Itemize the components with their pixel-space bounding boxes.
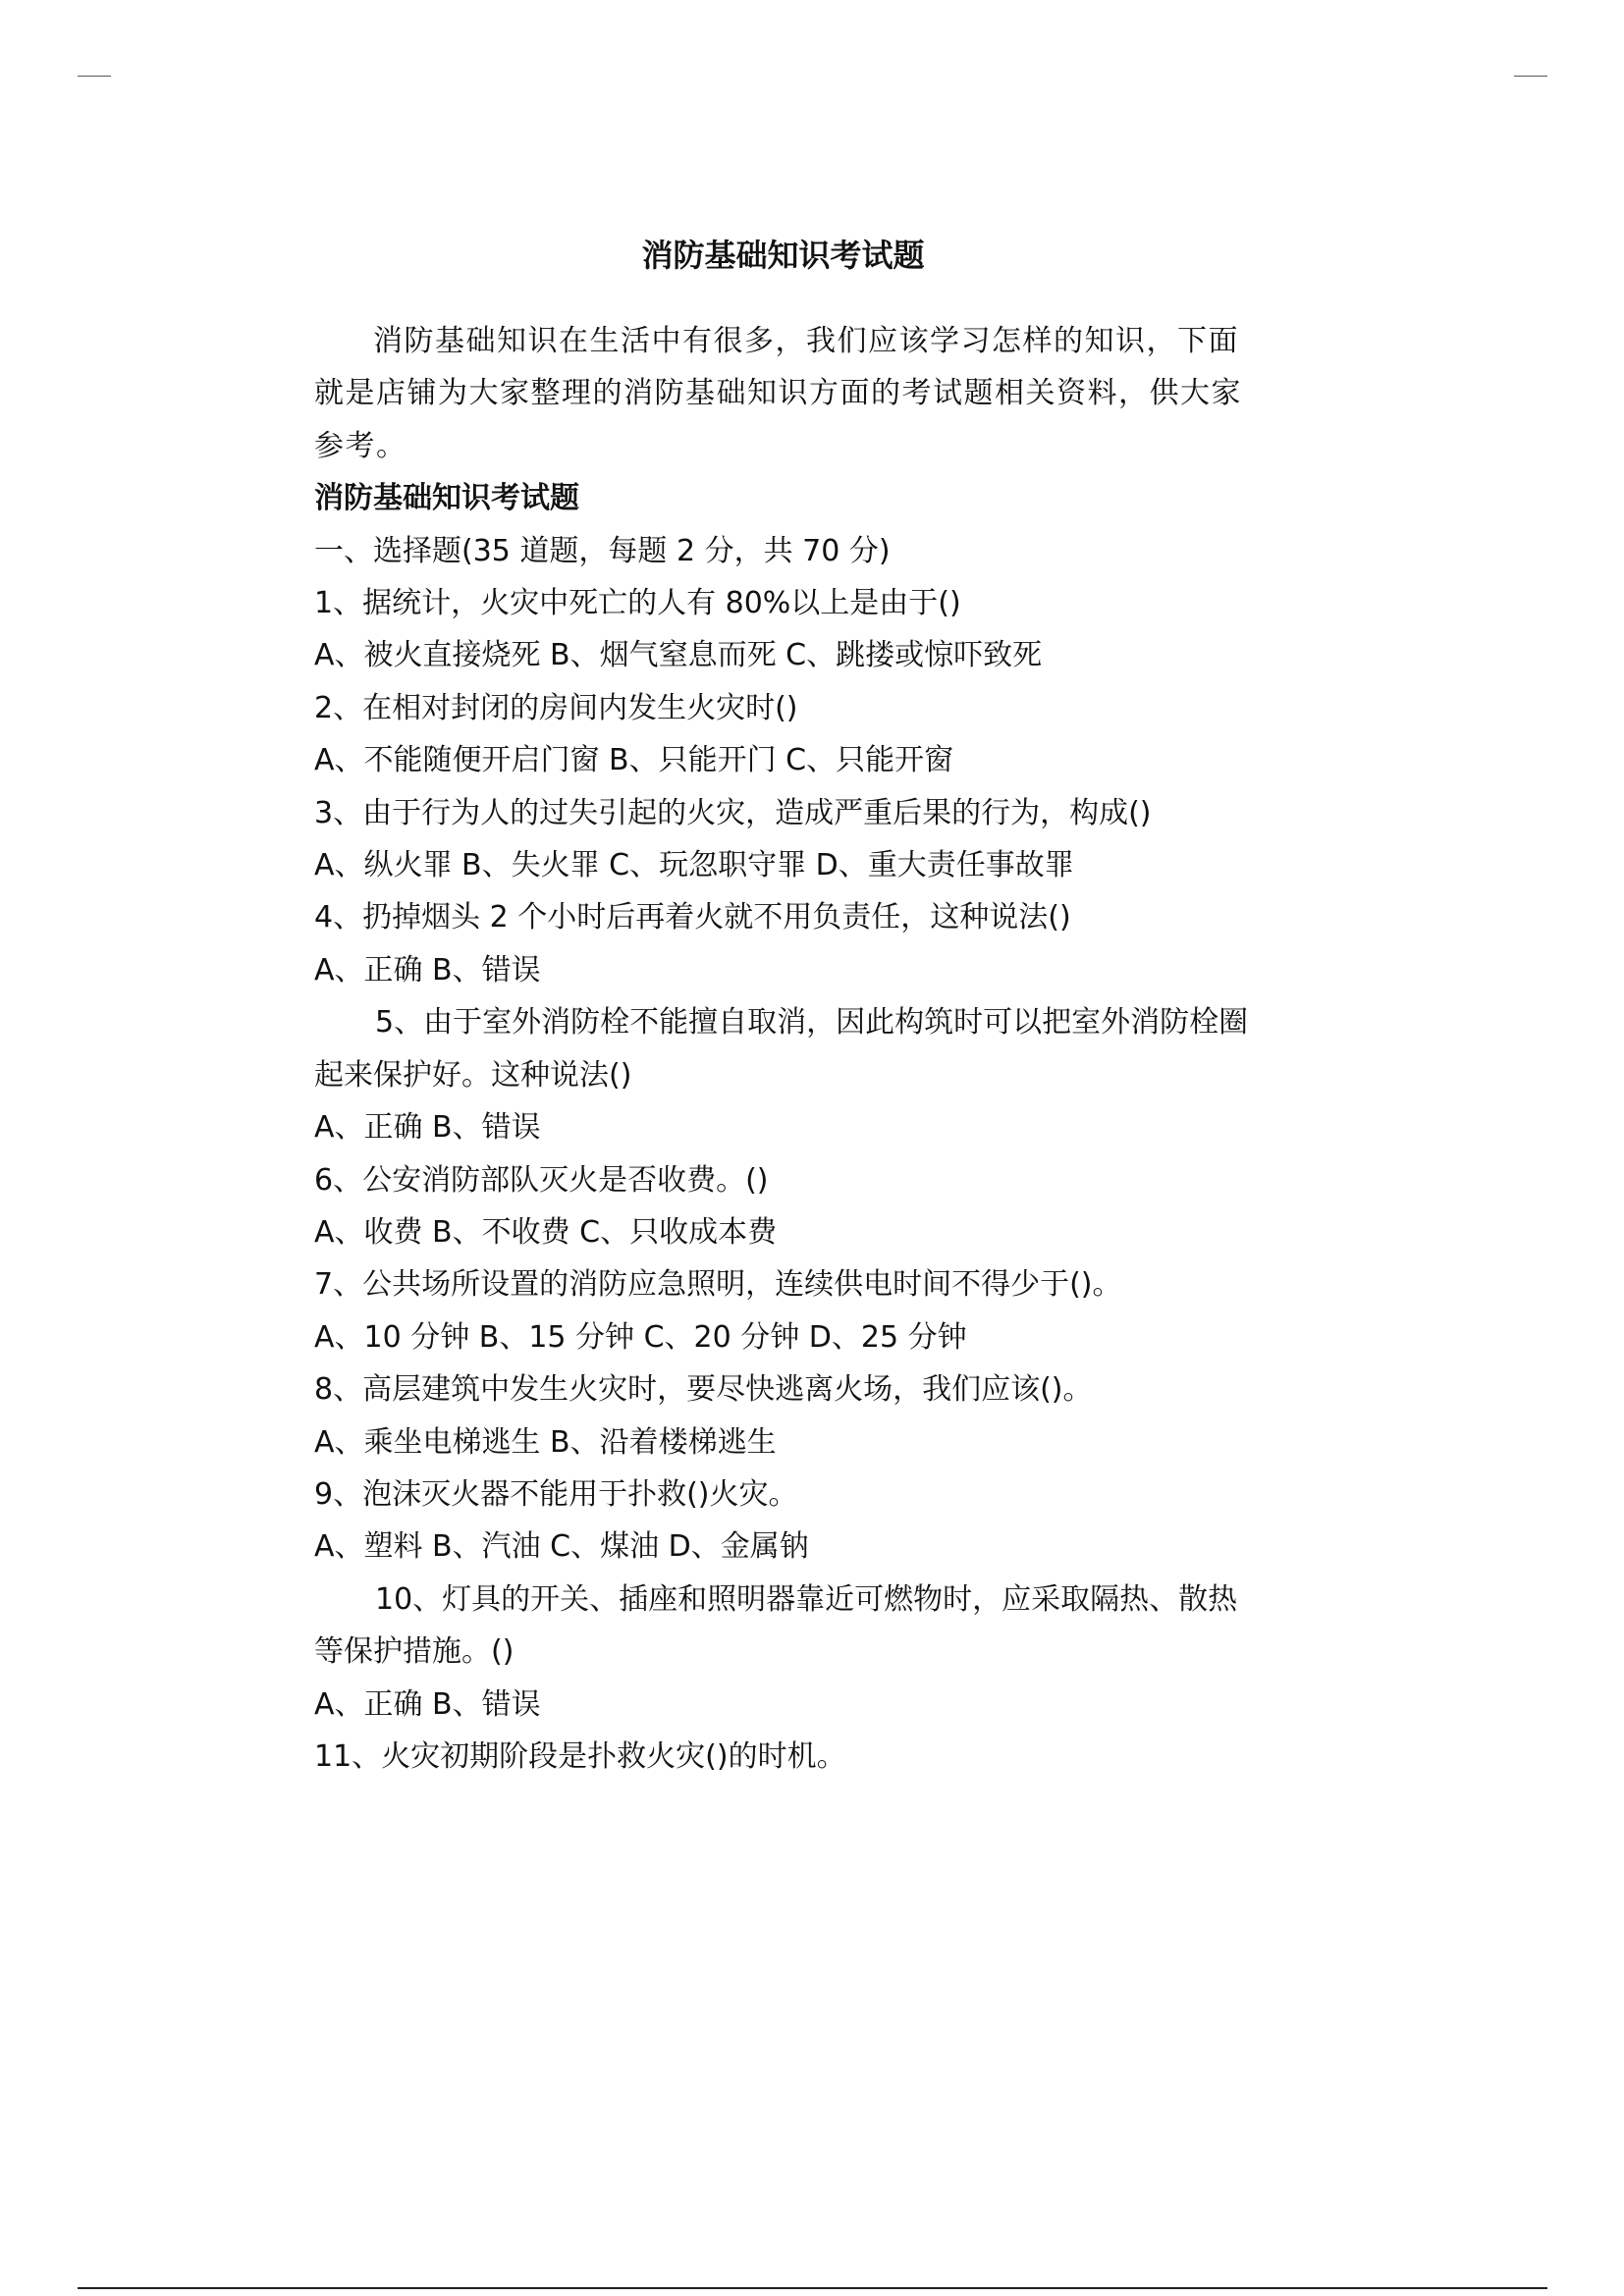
question-3: 3、由于行为人的过失引起的火灾，造成严重后果的行为，构成() (314, 795, 1152, 830)
footer-rule (78, 2287, 1547, 2289)
question-10-options: A、正确 B、错误 (314, 1686, 541, 1722)
question-2: 2、在相对封闭的房间内发生火灾时() (314, 690, 798, 725)
crop-mark-top-left (78, 76, 111, 77)
question-4: 4、扔掉烟头 2 个小时后再着火就不用负责任，这种说法() (314, 900, 1071, 935)
question-3-options: A、纵火罪 B、失火罪 C、玩忽职守罪 D、重大责任事故罪 (314, 848, 1074, 883)
crop-mark-top-right (1514, 76, 1547, 77)
question-9-options: A、塑料 B、汽油 C、煤油 D、金属钠 (314, 1529, 809, 1565)
question-11: 11、火灾初期阶段是扑救火灾()的时机。 (314, 1738, 846, 1774)
intro-paragraph: 消防基础知识在生活中有很多，我们应该学习怎样的知识，下面就是店铺为大家整理的消防基础知识方面的考试题相关资料，供大家参考。 (314, 324, 1242, 463)
question-10: 10、灯具的开关、插座和照明器靠近可燃物时，应采取隔热、散热等保护措施。() (314, 1581, 1238, 1670)
question-5: 5、由于室外消防栓不能擅自取消，因此构筑时可以把室外消防栓圈起来保护好。这种说法() (314, 1005, 1249, 1093)
question-8: 8、高层建筑中发生火灾时，要尽快逃离火场，我们应该()。 (314, 1372, 1093, 1408)
question-4-options: A、正确 B、错误 (314, 952, 541, 988)
question-7-options: A、10 分钟 B、15 分钟 C、20 分钟 D、25 分钟 (314, 1319, 967, 1355)
question-8-options: A、乘坐电梯逃生 B、沿着楼梯逃生 (314, 1424, 777, 1460)
question-9: 9、泡沫灭火器不能用于扑救()火灾。 (314, 1476, 798, 1512)
question-1-options: A、被火直接烧死 B、烟气窒息而死 C、跳搂或惊吓致死 (314, 638, 1043, 673)
document-body (314, 315, 1257, 1783)
document-title: 消防基础知识考试题 (641, 237, 925, 274)
question-1: 1、据统计，火灾中死亡的人有 80%以上是由于() (314, 586, 961, 621)
question-7: 7、公共场所设置的消防应急照明，连续供电时间不得少于()。 (314, 1267, 1122, 1303)
section-heading: 消防基础知识考试题 (314, 481, 579, 516)
question-2-options: A、不能随便开启门窗 B、只能开门 C、只能开窗 (314, 743, 954, 778)
question-5-options: A、正确 B、错误 (314, 1110, 541, 1146)
question-6: 6、公安消防部队灭火是否收费。() (314, 1162, 769, 1198)
question-section-heading: 一、选择题(35 道题，每题 2 分，共 70 分) (314, 533, 891, 568)
question-6-options: A、收费 B、不收费 C、只收成本费 (314, 1214, 778, 1250)
